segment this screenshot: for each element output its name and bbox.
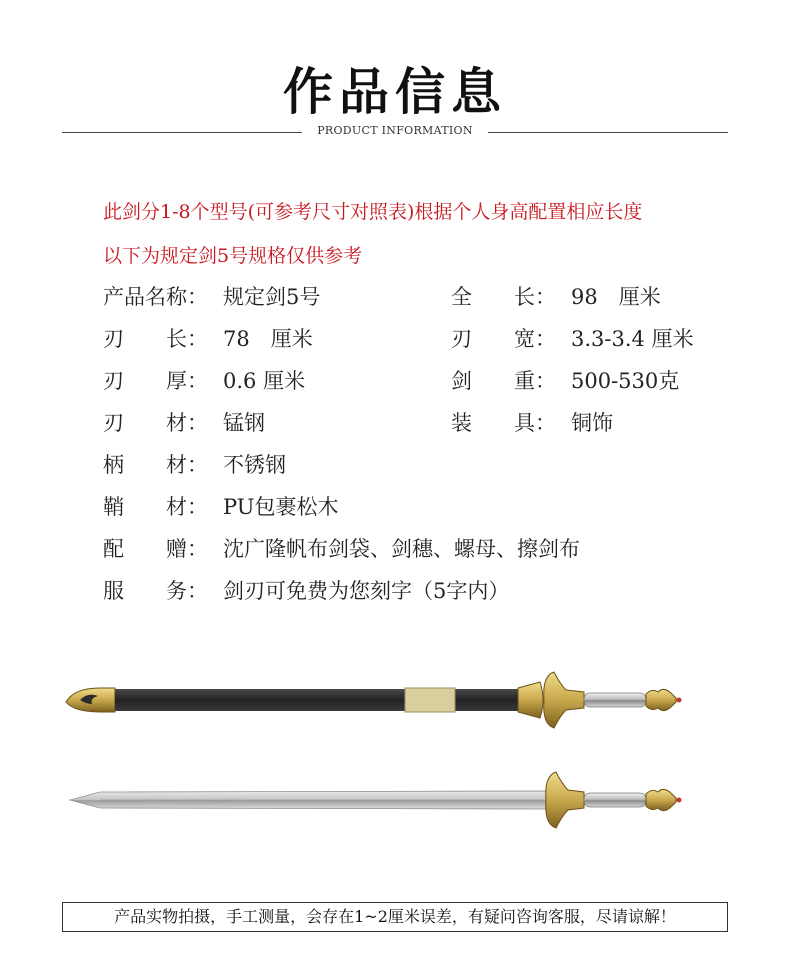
spec-value: 98 厘米 (571, 285, 661, 309)
spec-total-length (451, 280, 661, 314)
spec-value: PU包裹松木 (223, 495, 339, 519)
sword-illustration (60, 660, 740, 850)
spec-label: 装 具： (451, 411, 556, 435)
spec-value: 500-530克 (571, 369, 680, 393)
spec-value: 3.3-3.4 厘米 (571, 327, 694, 351)
spec-product-name (103, 280, 320, 314)
spec-service (103, 574, 509, 608)
spec-fittings (451, 406, 613, 440)
spec-row (103, 532, 743, 574)
pommel-tassel-ring (677, 698, 682, 703)
spec-table (103, 280, 743, 616)
spec-blade-length (103, 322, 313, 356)
spec-label: 全 长： (451, 285, 556, 309)
spec-label: 配 赠： (103, 537, 208, 561)
spec-label: 柄 材： (103, 453, 208, 477)
scabbard-binding (405, 688, 455, 712)
spec-gifts (103, 532, 580, 566)
spec-value: 不锈钢 (223, 453, 286, 477)
disclaimer-text: 产品实物拍摄，手工测量，会存在1~2厘米误差，有疑问咨询客服，尽请谅解！ (114, 907, 676, 926)
handle-grip (584, 693, 646, 707)
spec-scabbard-material (103, 490, 338, 524)
scabbard-mouth (518, 682, 543, 718)
subtitle: PRODUCT INFORMATION (317, 124, 473, 137)
spec-label: 刃 长： (103, 327, 208, 351)
spec-row (103, 322, 743, 364)
spec-row (103, 574, 743, 616)
spec-blade-width (451, 322, 694, 356)
spec-blade-material (103, 406, 265, 440)
right-divider (488, 132, 728, 133)
page-title: 作品信息 (283, 62, 507, 121)
sheathed-sword (66, 672, 682, 728)
left-divider (62, 132, 302, 133)
spec-label: 刃 宽： (451, 327, 556, 351)
pommel-tassel-ring (677, 798, 682, 803)
spec-blade-thickness (103, 364, 305, 398)
disclaimer-box (62, 902, 728, 932)
spec-value: 78 厘米 (223, 327, 313, 351)
spec-label: 产品名称： (103, 285, 208, 309)
crossguard (546, 772, 584, 828)
spec-row (103, 448, 743, 490)
note-line: 以下为规定剑5号规格仅供参考 (103, 245, 363, 267)
spec-label: 剑 重： (451, 369, 556, 393)
handle-grip (584, 793, 646, 807)
spec-value: 铜饰 (571, 411, 613, 435)
scabbard-body (115, 689, 535, 711)
note-line: 此剑分1-8个型号(可参考尺寸对照表)根据个人身高配置相应长度 (103, 201, 643, 223)
spec-row (103, 280, 743, 322)
spec-value: 沈广隆帆布剑袋、剑穗、螺母、擦剑布 (223, 537, 580, 561)
spec-label: 服 务： (103, 579, 208, 603)
model-notes (103, 196, 642, 284)
spec-row (103, 406, 743, 448)
pommel (646, 789, 676, 810)
subtitle-row (62, 124, 728, 142)
spec-label: 刃 材： (103, 411, 208, 435)
spec-value: 锰钢 (223, 411, 265, 435)
spec-label: 刃 厚： (103, 369, 208, 393)
pommel (646, 689, 676, 710)
spec-value: 剑刃可免费为您刻字（5字内） (223, 579, 510, 603)
spec-handle-material (103, 448, 286, 482)
spec-row (103, 364, 743, 406)
spec-value: 规定剑5号 (223, 285, 321, 309)
spec-label: 鞘 材： (103, 495, 208, 519)
spec-row (103, 490, 743, 532)
spec-value: 0.6 厘米 (223, 369, 306, 393)
drawn-sword (70, 772, 682, 828)
spec-weight (451, 364, 679, 398)
crossguard (544, 672, 584, 728)
